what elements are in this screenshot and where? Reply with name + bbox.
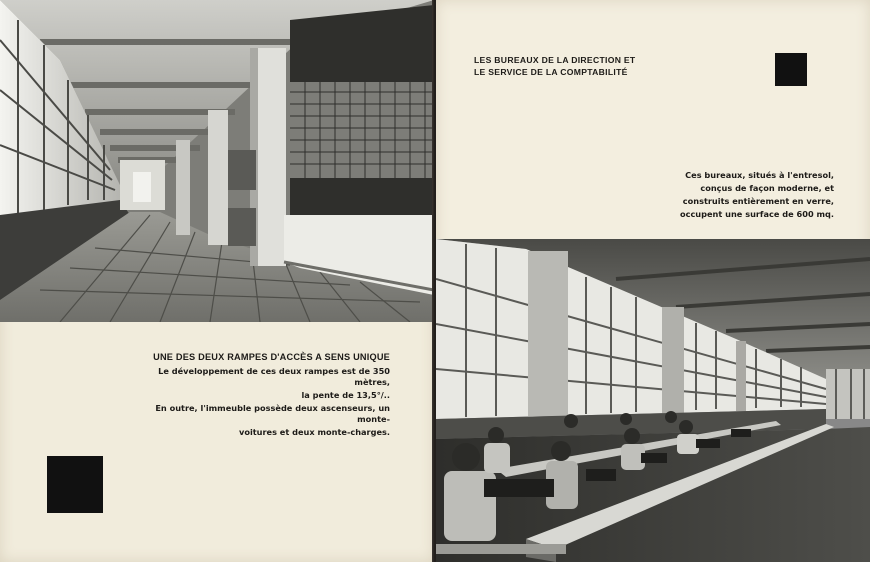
- offices-caption: [656, 169, 834, 221]
- ramp-text-line: Le développement de ces deux rampes est de 350 mètres,: [158, 366, 390, 387]
- offices-heading: [474, 54, 694, 78]
- office-photo: [436, 239, 870, 562]
- left-page: [0, 0, 434, 562]
- offices-text-line: Ces bureaux, situés à l'entresol,: [685, 170, 834, 180]
- offices-text-line: occupent une surface de 600 mq.: [679, 209, 834, 219]
- offices-text-line: conçus de façon moderne, et: [700, 183, 834, 193]
- right-page: [436, 0, 870, 562]
- ramp-text-line: En outre, l'immeuble possède deux ascenseurs, un monte-: [155, 403, 390, 424]
- black-square-ornament: [775, 53, 807, 86]
- ramp-caption: [150, 352, 390, 440]
- offices-heading-line: LE SERVICE DE LA COMPTABILITÉ: [474, 67, 628, 77]
- ramp-text-line: la pente de 13,5°/..: [301, 390, 390, 400]
- offices-heading-line: LES BUREAUX DE LA DIRECTION ET: [474, 55, 636, 65]
- ramp-photo: [0, 0, 434, 322]
- black-square-ornament: [47, 456, 103, 513]
- offices-text-line: construits entièrement en verre,: [682, 196, 834, 206]
- ramp-heading: UNE DES DEUX RAMPES D'ACCÈS A SENS UNIQUE: [153, 352, 390, 362]
- ramp-text-line: voitures et deux monte-charges.: [238, 427, 390, 437]
